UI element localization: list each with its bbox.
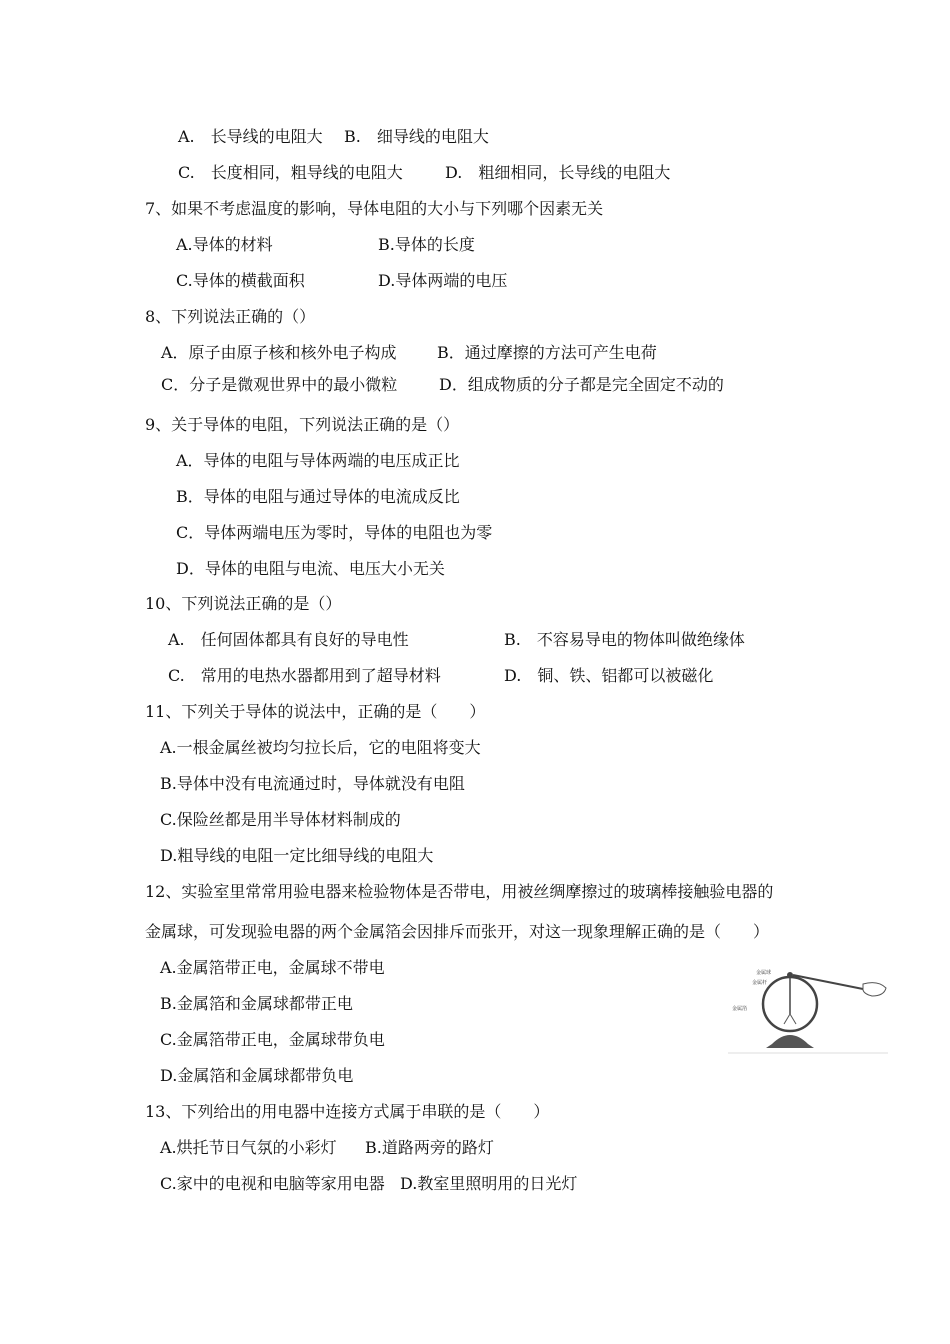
q7-stem: 7、如果不考虑温度的影响，导体电阻的大小与下列哪个因素无关 <box>145 199 604 218</box>
q12-option-c: C.金属箔带正电，金属球带负电 <box>160 1030 385 1049</box>
q10-option-c: C. 常用的电热水器都用到了超导材料 <box>168 666 441 685</box>
q12-stem-line2: 金属球，可发现验电器的两个金属箔会因排斥而张开，对这一现象理解正确的是（ ） <box>145 922 770 941</box>
q7-option-d: D.导体两端的电压 <box>378 271 508 290</box>
q7-option-c: C.导体的横截面积 <box>176 271 305 290</box>
q11-option-a: A.一根金属丝被均匀拉长后，它的电阻将变大 <box>160 738 481 757</box>
electroscope-figure <box>728 964 888 1056</box>
q6-option-b: B. 细导线的电阻大 <box>344 127 489 146</box>
q10-option-d: D. 铜、铁、铝都可以被磁化 <box>504 666 714 685</box>
q9-option-a: A．导体的电阻与导体两端的电压成正比 <box>176 451 460 470</box>
q12-option-b: B.金属箔和金属球都带正电 <box>160 994 353 1013</box>
q12-option-d: D.金属箔和金属球都带负电 <box>160 1066 354 1085</box>
q8-option-a: A．原子由原子核和核外电子构成 <box>161 343 397 362</box>
q9-option-c: C．导体两端电压为零时，导体的电阻也为零 <box>176 523 493 542</box>
q11-stem: 11、下列关于导体的说法中，正确的是（ ） <box>145 702 486 721</box>
q8-option-d: D．组成物质的分子都是完全固定不动的 <box>439 375 724 394</box>
metal-foil-right <box>790 1014 796 1024</box>
q9-option-d: D．导体的电阻与电流、电压大小无关 <box>176 559 445 578</box>
q6-option-a: A. 长导线的电阻大 <box>178 127 323 146</box>
metal-ball <box>787 972 793 978</box>
q12-stem-line1: 12、实验室里常常用验电器来检验物体是否带电，用被丝绸摩擦过的玻璃棒接触验电器的 <box>145 882 774 901</box>
q9-option-b: B．导体的电阻与通过导体的电流成反比 <box>176 487 460 506</box>
label-metal-foil: 金属箔 <box>732 1006 748 1012</box>
q6-option-c: C. 长度相同，粗导线的电阻大 <box>178 163 403 182</box>
q8-option-c: C．分子是微观世界中的最小微粒 <box>161 375 398 394</box>
q7-option-a: A.导体的材料 <box>176 235 273 254</box>
q11-option-c: C.保险丝都是用半导体材料制成的 <box>160 810 401 829</box>
q11-option-b: B.导体中没有电流通过时，导体就没有电阻 <box>160 774 465 793</box>
label-metal-rod: 金属杆 <box>752 980 768 986</box>
q13-option-b: B.道路两旁的路灯 <box>365 1138 494 1157</box>
q6-option-d: D. 粗细相同，长导线的电阻大 <box>445 163 671 182</box>
q7-option-b: B.导体的长度 <box>378 235 475 254</box>
q10-option-b: B. 不容易导电的物体叫做绝缘体 <box>504 630 745 649</box>
q11-option-d: D.粗导线的电阻一定比细导线的电阻大 <box>160 846 434 865</box>
q8-stem: 8、下列说法正确的（） <box>145 307 316 326</box>
q13-option-c: C.家中的电视和电脑等家用电器 <box>160 1174 385 1193</box>
q13-stem: 13、下列给出的用电器中连接方式属于串联的是（ ） <box>145 1102 550 1121</box>
q12-option-a: A.金属箔带正电，金属球不带电 <box>160 958 385 977</box>
electroscope-stand <box>766 1035 814 1048</box>
q10-option-a: A. 任何固体都具有良好的导电性 <box>168 630 409 649</box>
q13-option-a: A.烘托节日气氛的小彩灯 <box>160 1138 337 1157</box>
metal-foil-left <box>784 1014 790 1024</box>
q9-stem: 9、关于导体的电阻，下列说法正确的是（） <box>145 415 460 434</box>
q10-stem: 10、下列说法正确的是（） <box>145 594 342 613</box>
label-metal-ball: 金属球 <box>756 970 772 976</box>
q8-option-b: B．通过摩擦的方法可产生电荷 <box>437 343 657 362</box>
q13-option-d: D.教室里照明用的日光灯 <box>400 1174 578 1193</box>
hand-icon <box>863 983 886 996</box>
